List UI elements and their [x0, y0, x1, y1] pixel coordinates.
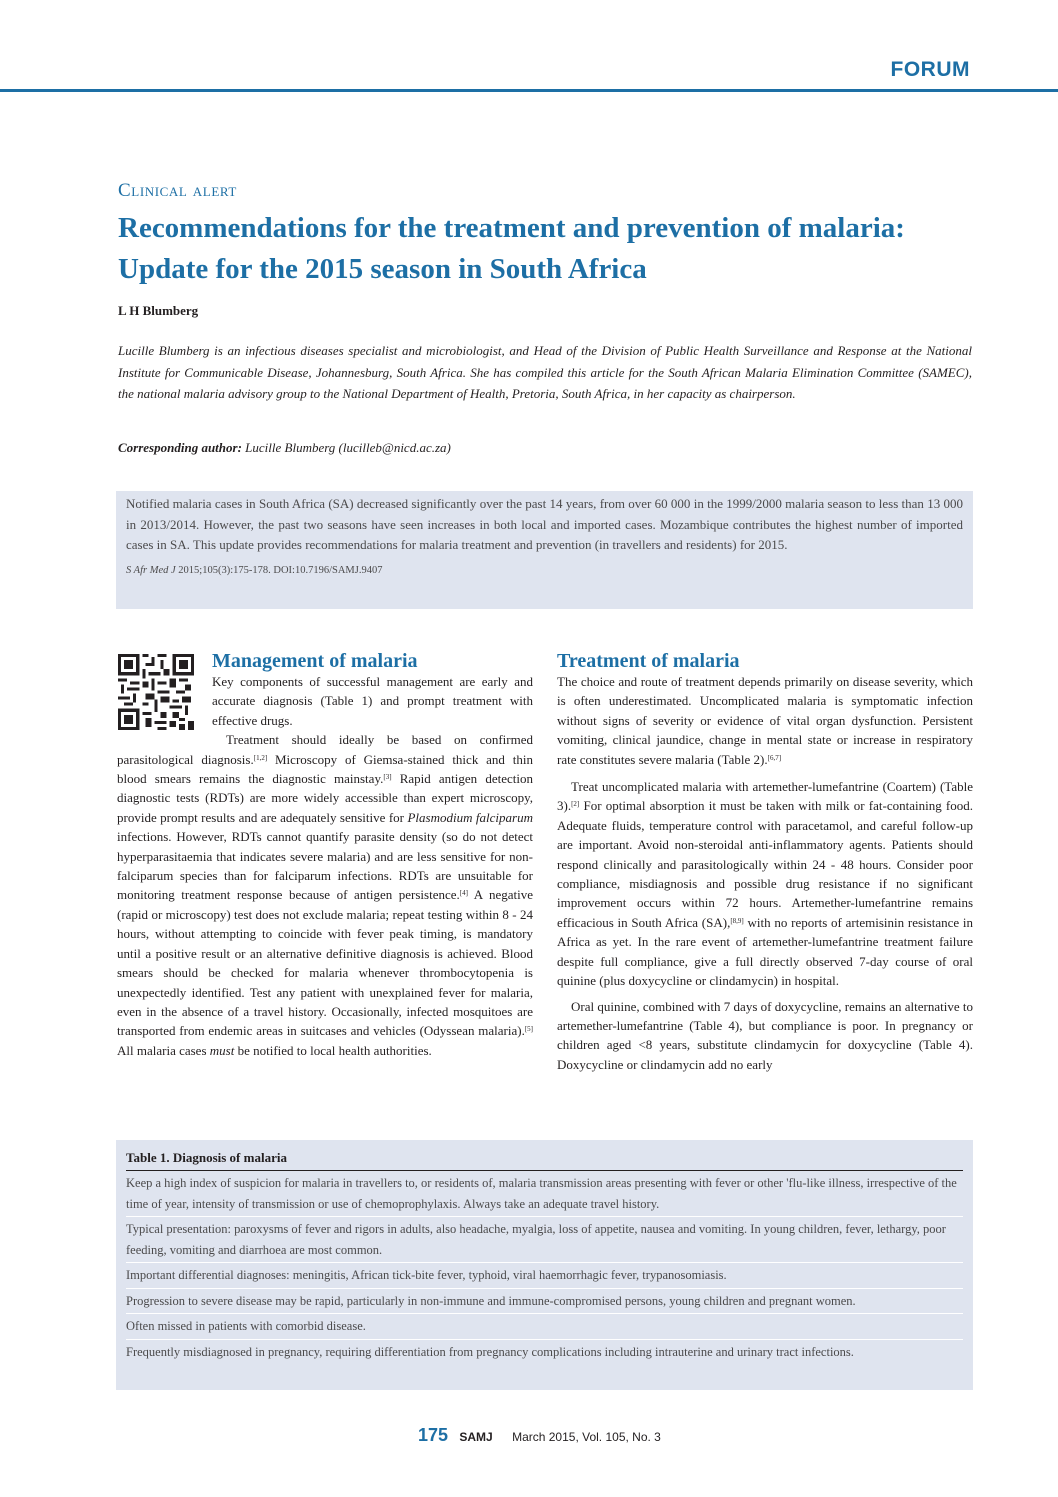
table-row: Typical presentation: paroxysms of fever and rigors in adults, also headache, myalgia, loss of appetite, nausea and vomiting. In young children, fever, lethargy, poor feeding, vomiting and diarrhoea are most common.	[126, 1217, 963, 1263]
author-name: L H Blumberg	[118, 303, 199, 318]
ref-marker[interactable]: [2]	[571, 800, 580, 809]
citation	[126, 564, 963, 578]
ref-marker[interactable]: [6,7]	[767, 753, 782, 762]
abstract-box	[116, 491, 973, 609]
journal-name: SAMJ	[459, 1430, 493, 1444]
treatment-para-1: The choice and route of treatment depends primarily on disease severity, which is often underestimated. Uncomplicated malaria is symptomatic infection without signs of severity or evidence of vital organ dysfunction. Persistent vomiting, clinical jaundice, change in mental state or increase in respiratory rate constitutes severe malaria (Table 2).[6,7]	[557, 674, 973, 767]
heading-management: Management of malaria	[212, 650, 418, 672]
table-row: Progression to severe disease may be rapid, particularly in non-immune and immune-compromised persons, young children and pregnant women.	[126, 1289, 963, 1315]
management-para-1: Key components of successful management are early and accurate diagnosis (Table 1) and prompt treatment with effective drugs.	[212, 674, 533, 728]
ref-marker[interactable]: [8,9]	[730, 916, 744, 925]
ref-marker[interactable]: [5]	[524, 1025, 533, 1034]
ref-marker[interactable]: [1,2]	[253, 753, 268, 762]
corresponding-label: Corresponding author:	[118, 440, 242, 455]
ref-marker[interactable]: [3]	[383, 773, 392, 782]
qr-code-icon[interactable]	[118, 654, 194, 730]
article-title: Recommendations for the treatment and prevention of malaria: Update for the 2015 season in South Africa	[118, 212, 905, 285]
table-row: Important differential diagnoses: meningitis, African tick-bite fever, typhoid, viral haemorrhagic fever, trypanosomiasis.	[126, 1263, 963, 1289]
table-row: Frequently misdiagnosed in pregnancy, requiring differentiation from pregnancy complications including intrauterine and urinary tract infections.	[126, 1344, 854, 1359]
citation-details: 2015;105(3):175-178. DOI:10.7196/SAMJ.9407	[175, 564, 383, 576]
corresponding-author	[118, 440, 451, 456]
section-label: FORUM	[890, 58, 970, 81]
table-row: Keep a high index of suspicion for malaria in travellers to, or residents of, malaria transmission areas presenting with fever or other 'flu-like illness, irrespective of the time of year, intensity of transmission or use of chemoprophylaxis. Always take an adequate travel history.	[126, 1171, 963, 1217]
treatment-para-3: Oral quinine, combined with 7 days of doxycycline, remains an alternative to artemether-lumefantrine (Table 4), but compliance is poor. In pregnancy or children aged <8 years, substitute clindamycin for doxycycline (Table 4). Doxycycline or clindamycin add no early	[557, 998, 973, 1072]
column-left	[117, 650, 533, 1060]
citation-journal: S Afr Med J	[126, 564, 176, 576]
article-kicker: Clinical alert	[118, 180, 237, 201]
author-affiliation: Lucille Blumberg is an infectious diseases specialist and microbiologist, and Head of the Division of Public Health Surveillance and Response at the National Institute for Communicable Disease, Johannesburg, South Africa. She has compiled this article for the South African Malaria Elimination Committee (SAMEC), the national malaria advisory group to the National Department of Health, Pretoria, South Africa, in her capacity as chairperson.	[118, 343, 972, 401]
header-rule	[0, 89, 1058, 92]
treatment-para-2: Treat uncomplicated malaria with artemether-lumefantrine (Coartem) (Table 3).[2] For optimal absorption it must be taken with milk or fat-containing food. Adequate fluids, temperature control with paracetamol, and careful follow-up are important. Avoid non-steroidal anti-inflammatory agents. Patients should respond clinically and parasitologically within 24 - 48 hours. Consider poor compliance, misdiagnosis and possible drug resistance if no significant improvement occurs within 72 hours. Artemether-lumefantrine remains efficacious in South Africa (SA),[8,9] with no reports of artemisinin resistance in Africa as yet. In the rare event of artemether-lumefantrine treatment failure despite full compliance, give a full directly observed 7-day course of oral quinine (plus doxycycline or clindamycin) in hospital.	[557, 779, 974, 989]
table-title: Table 1. Diagnosis of malaria	[126, 1150, 963, 1171]
table-diagnosis	[116, 1140, 973, 1390]
management-para-2: Treatment should ideally be based on confirmed parasitological diagnosis.[1,2] Microscopy of Giemsa-stained thick and thin blood smears remains the diagnostic mainstay.[3] Rapid antigen detection diagnostic tests (RDTs) are more widely accessible than expert microscopy, provide prompt results and are adequately sensitive for Plasmodium falciparum infections. However, RDTs cannot quantify parasite density (so do not detect hyperparasitaemia that indicates severe malaria) and are less sensitive for non-falciparum species than for falciparum infections. RDTs are unsuitable for monitoring treatment response because of antigen persistence.[4] A negative (rapid or microscopy) test does not exclude malaria; repeat testing within 8 - 24 hours, without attempting to coincide with fever peak timing, is mandatory until a positive result or an alternative definitive diagnosis is achieved. Blood smears should be checked for malaria whenever thrombocytopenia is unexpectedly identified. Test any patient with unexplained fever for malaria, even in the absence of a travel history. Occasionally, infected mosquitoes are transported from endemic areas in suitcases and vehicles (Odyssean malaria).[5] All malaria cases must be notified to local health authorities.	[117, 732, 533, 1058]
abstract-text: Notified malaria cases in South Africa (SA) decreased significantly over the past 14 years, from over 60 000 in the 1999/2000 malaria season to less than 13 000 in 2013/2014. However, the past two seasons have seen increases in both local and imported cases. Mozambique contributes the highest number of imported cases in SA. This update provides recommendations for malaria treatment and prevention (in travellers and residents) for 2015.	[126, 496, 963, 552]
page-number: 175	[418, 1425, 449, 1445]
corresponding-value: Lucille Blumberg (lucilleb@nicd.ac.za)	[241, 440, 451, 455]
page-footer	[418, 1425, 661, 1446]
issue-info: March 2015, Vol. 105, No. 3	[512, 1430, 661, 1444]
heading-treatment: Treatment of malaria	[557, 650, 740, 672]
column-right	[557, 650, 973, 1074]
table-row: Often missed in patients with comorbid disease.	[126, 1314, 963, 1340]
ref-marker[interactable]: [4]	[459, 889, 468, 898]
